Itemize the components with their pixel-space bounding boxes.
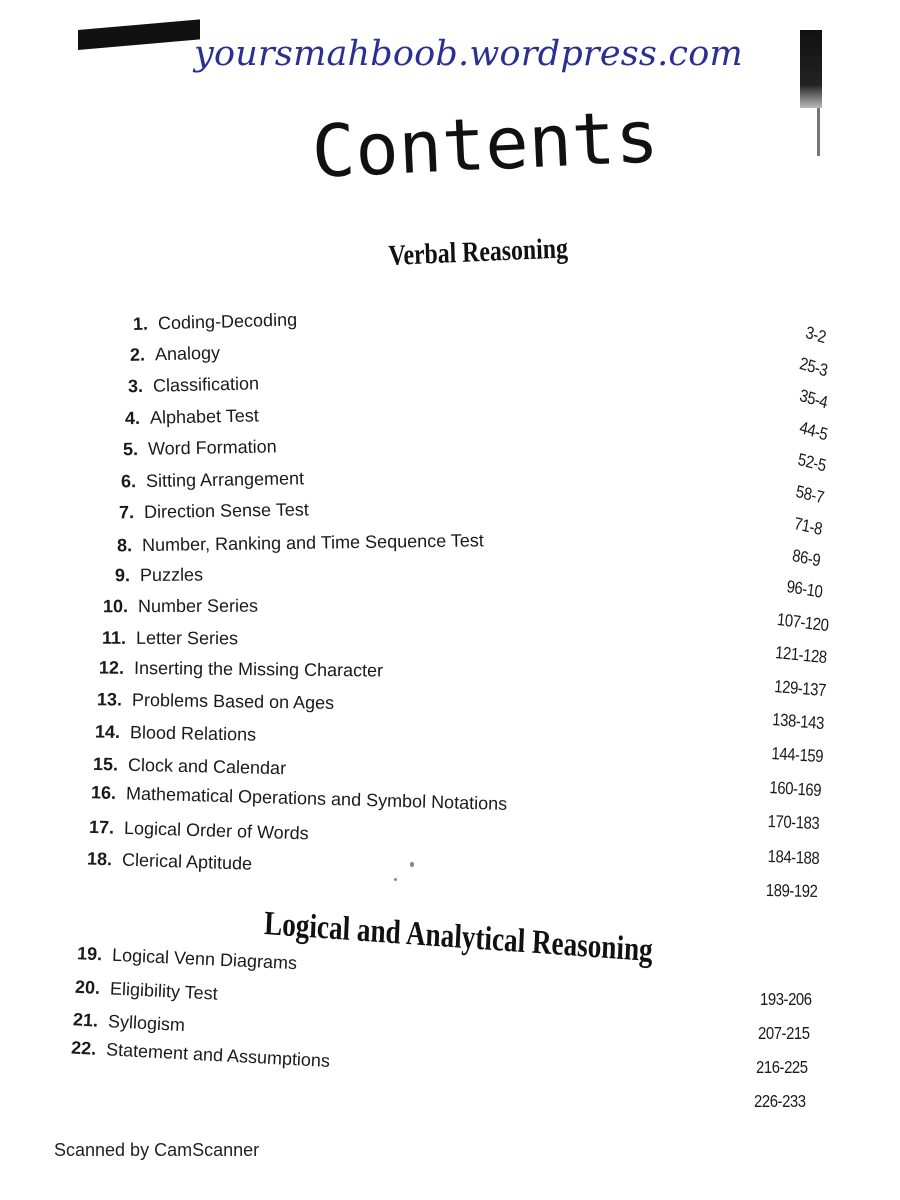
toc-item bbox=[84, 754, 287, 780]
page-range: 138-143 bbox=[771, 709, 825, 734]
toc-item bbox=[64, 1009, 186, 1036]
page-range: 129-137 bbox=[773, 676, 827, 701]
toc-item-title: Clock and Calendar bbox=[127, 754, 287, 779]
toc-item-title: Coding-Decoding bbox=[157, 309, 298, 334]
toc-item-number: 13. bbox=[96, 689, 123, 710]
toc-item-title: Number Series bbox=[137, 595, 259, 617]
toc-item bbox=[90, 657, 383, 681]
page-range: 144-159 bbox=[771, 743, 824, 767]
toc-item bbox=[106, 405, 259, 429]
page-range: 216-225 bbox=[756, 1057, 808, 1077]
toc-item bbox=[96, 565, 203, 587]
toc-item-number: 12. bbox=[98, 657, 125, 678]
page-range: 58-7 bbox=[794, 481, 826, 508]
toc-item bbox=[102, 468, 304, 493]
toc-item-title: Number, Ranking and Time Sequence Test bbox=[141, 530, 484, 556]
page-title: Contents bbox=[310, 94, 661, 194]
toc-item-number: 3. bbox=[127, 375, 144, 397]
toc-item-title: Clerical Aptitude bbox=[121, 849, 253, 874]
toc-item bbox=[82, 782, 508, 815]
toc-item-title: Problems Based on Ages bbox=[131, 689, 335, 713]
toc-item-number: 14. bbox=[94, 721, 121, 743]
toc-item bbox=[86, 721, 256, 745]
toc-item-number: 6. bbox=[120, 471, 137, 492]
toc-item-number: 5. bbox=[122, 439, 139, 460]
toc-item-number: 19. bbox=[76, 943, 103, 965]
scan-shadow-top bbox=[78, 19, 200, 50]
page-range: 160-169 bbox=[769, 777, 822, 801]
toc-item bbox=[92, 628, 238, 650]
toc-item-title: Word Formation bbox=[147, 436, 277, 459]
toc-item-number: 21. bbox=[72, 1009, 99, 1031]
toc-item-title: Blood Relations bbox=[129, 722, 257, 745]
toc-item-number: 7. bbox=[118, 502, 135, 523]
page-range: 193-206 bbox=[760, 989, 812, 1009]
toc-item bbox=[100, 499, 309, 523]
toc-item-number: 11. bbox=[101, 627, 127, 648]
toc-item-title: Puzzles bbox=[139, 564, 204, 586]
toc-item bbox=[88, 689, 334, 714]
toc-item-number: 15. bbox=[92, 753, 119, 775]
toc-item-number: 4. bbox=[124, 407, 141, 429]
toc-item-title: Eligibility Test bbox=[109, 978, 219, 1004]
toc-item-title: Syllogism bbox=[107, 1011, 186, 1036]
toc-item-title: Logical Venn Diagrams bbox=[111, 944, 298, 974]
toc-item-title: Mathematical Operations and Symbol Notations bbox=[125, 783, 508, 814]
scan-shadow-right-line bbox=[817, 108, 820, 156]
toc-item-number: 8. bbox=[116, 535, 133, 556]
toc-item bbox=[68, 943, 298, 974]
toc-item-title: Classification bbox=[152, 373, 260, 396]
scan-shadow-right bbox=[800, 30, 822, 108]
page-range: 107-120 bbox=[776, 609, 830, 636]
toc-item-number: 17. bbox=[88, 816, 115, 838]
toc-item-title: Inserting the Missing Character bbox=[133, 657, 384, 681]
toc-item-title: Letter Series bbox=[135, 627, 239, 649]
toc-item bbox=[104, 436, 277, 460]
toc-item-title: Alphabet Test bbox=[149, 405, 259, 428]
toc-item bbox=[111, 343, 221, 367]
page-range: 71-8 bbox=[792, 513, 824, 539]
toc-item bbox=[114, 309, 298, 335]
toc-item-number: 18. bbox=[86, 848, 113, 870]
scanner-watermark: Scanned by CamScanner bbox=[54, 1140, 260, 1160]
scan-speck bbox=[394, 878, 397, 881]
toc-item-title: Logical Order of Words bbox=[123, 817, 310, 844]
toc-item bbox=[66, 976, 219, 1004]
page-range: 184-188 bbox=[767, 846, 820, 869]
toc-item-number: 2. bbox=[129, 344, 146, 365]
toc-item bbox=[80, 817, 309, 845]
toc-item-title: Statement and Assumptions bbox=[105, 1039, 331, 1072]
toc-item-number: 9. bbox=[114, 565, 131, 586]
page-range: 3-2 bbox=[803, 322, 828, 348]
page-range: 189-192 bbox=[765, 880, 818, 902]
toc-item-title: Analogy bbox=[154, 342, 221, 365]
page-range: 207-215 bbox=[758, 1023, 810, 1043]
page-range: 96-10 bbox=[785, 576, 824, 602]
page-range: 52-5 bbox=[796, 449, 828, 476]
page-range: 226-233 bbox=[754, 1091, 806, 1111]
page-range: 35-4 bbox=[797, 385, 830, 413]
section-heading-logical: Logical and Analytical Reasoning bbox=[263, 905, 654, 970]
toc-item bbox=[109, 373, 259, 397]
section-heading-verbal: Verbal Reasoning bbox=[388, 232, 569, 272]
page-range: 44-5 bbox=[797, 417, 830, 445]
toc-item-title: Direction Sense Test bbox=[143, 499, 309, 522]
page-range: 121-128 bbox=[774, 642, 828, 668]
toc-item bbox=[78, 848, 253, 874]
toc-item-number: 10. bbox=[102, 596, 129, 617]
toc-item bbox=[98, 530, 484, 556]
toc-item-number: 1. bbox=[132, 313, 149, 335]
scan-speck bbox=[410, 862, 414, 867]
toc-item bbox=[62, 1037, 331, 1072]
site-url: yoursmahboob.wordpress.com bbox=[194, 34, 743, 74]
toc-item-number: 22. bbox=[70, 1037, 97, 1059]
toc-item-title: Sitting Arrangement bbox=[145, 468, 305, 491]
page-range: 25-3 bbox=[797, 353, 830, 381]
toc-item-number: 20. bbox=[74, 976, 101, 998]
page-range: 86-9 bbox=[791, 545, 822, 571]
toc-item-number: 16. bbox=[90, 782, 117, 804]
toc-item bbox=[94, 596, 258, 618]
page-range: 170-183 bbox=[767, 811, 820, 834]
